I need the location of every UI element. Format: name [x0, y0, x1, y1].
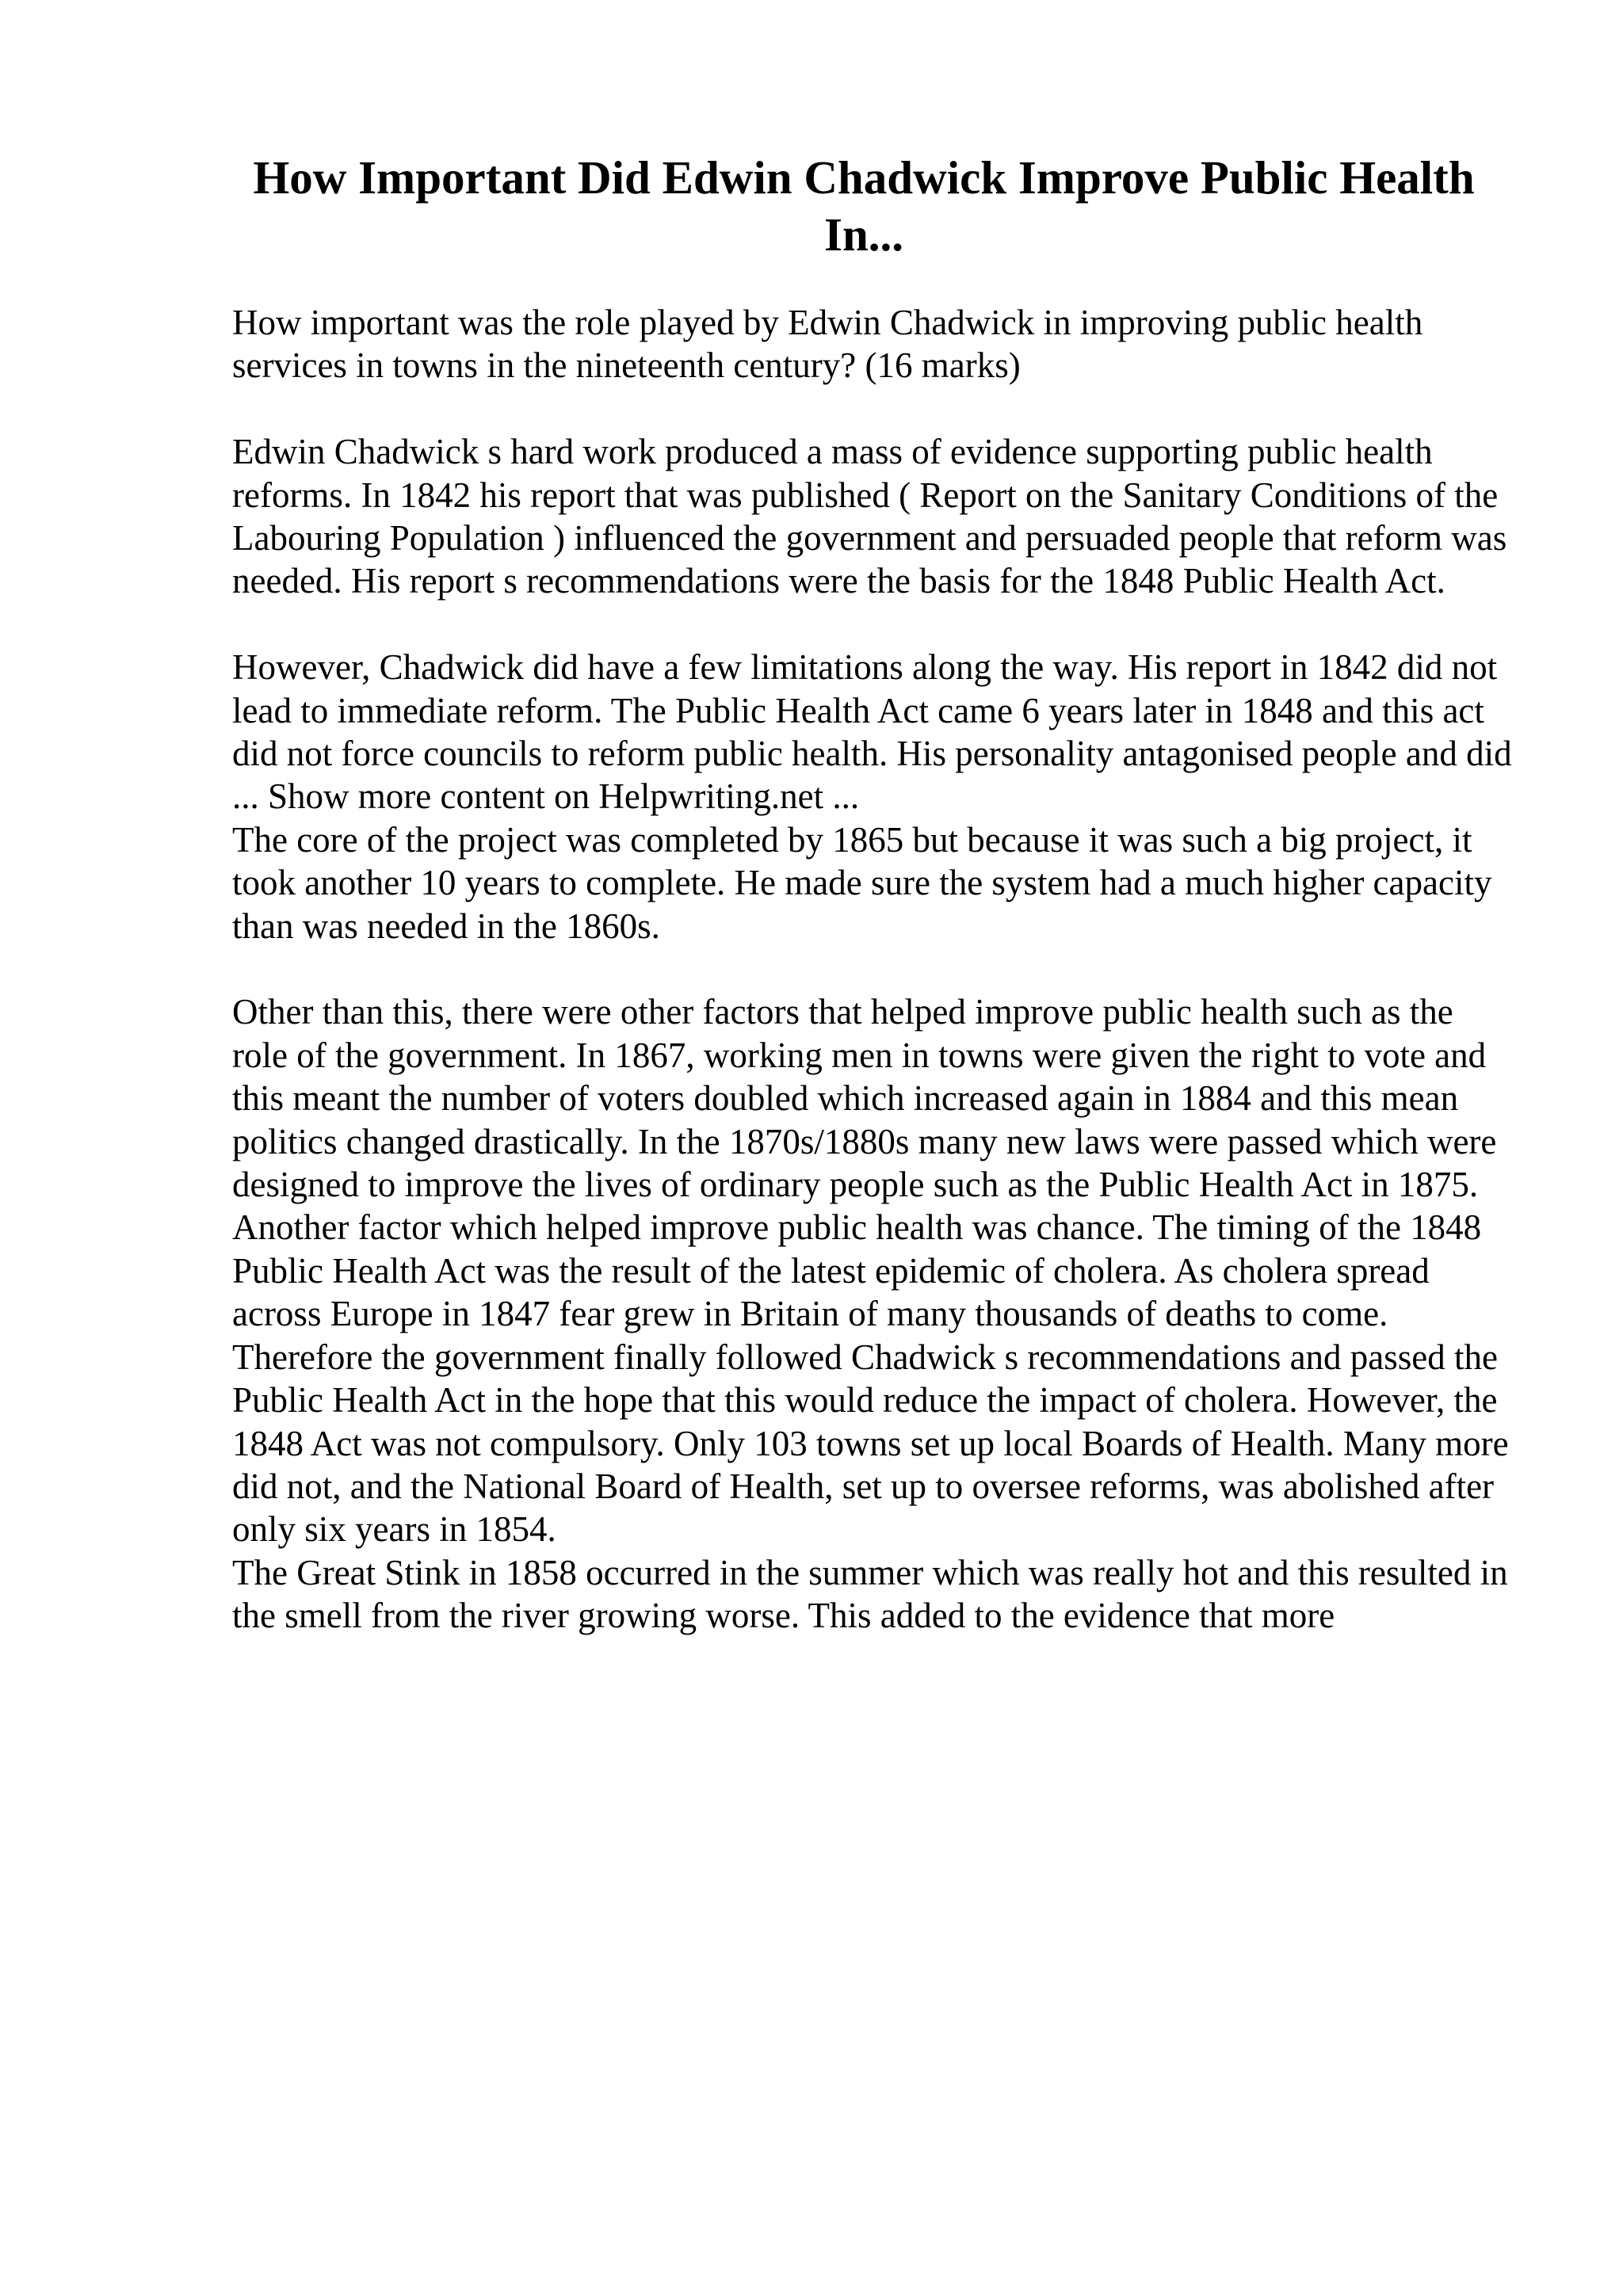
paragraph-chadwick-evidence: Edwin Chadwick s hard work produced a mass of evidence supporting public health reforms. In 1842 his report that was published ( Report on the Sanitary Conditions of the Labouring Population ) influenced the government and persuaded people that reform was needed. His report s recommendations were the basis for the 1848 Public Health Act. — [232, 432, 1507, 601]
paragraph-chance-factor: Another factor which helped improve public health was chance. The timing of the 1848 Public Health Act was the result of the latest epidemic of cholera. As cholera spread across Europe in 1847 fear grew in Britain of many thousands of deaths to come. Therefore the government finally followed Chadwick s recommendations and passed the Public Health Act in the hope that this would reduce the impact of cholera. However, the 1848 Act was not compulsory. Only 103 towns set up local Boards of Health. Many more did not, and the National Board of Health, set up to oversee reforms, was abolished after only six years in 1854. — [232, 1207, 1509, 1550]
document-title: How Important Did Edwin Chadwick Improve Public Health In... — [253, 151, 1475, 261]
paragraph-chadwick-limitations: However, Chadwick did have a few limitations along the way. His report in 1842 did not lead to immediate reform. The Public Health Act came 6 years later in 1848 and this act did not force councils to reform public health. His personality antagonised people and did ... Show more content on Helpwriting.net ... — [232, 647, 1512, 817]
paragraph-question: How important was the role played by Edwin Chadwick in improving public health services in towns in the nineteenth century? (16 marks) — [232, 303, 1423, 386]
paragraph-government-role: Other than this, there were other factors that helped improve public health such as the role of the government. In 1867, working men in towns were given the right to vote and this meant the number of voters doubled which increased again in 1884 and this mean politics changed drastically. In the 1870s/1880s many new laws were passed which were designed to improve the lives of ordinary people such as the Public Health Act in 1875. — [232, 992, 1497, 1205]
document-body — [232, 301, 1516, 1638]
paragraph-great-stink: The Great Stink in 1858 occurred in the summer which was really hot and this resulted in the smell from the river growing worse. This added to the evidence that more — [232, 1552, 1508, 1636]
paragraph-project-core: The core of the project was completed by 1865 but because it was such a big project, it took another 10 years to complete. He made sure the system had a much higher capacity than was needed in the 1860s. — [232, 819, 1492, 946]
